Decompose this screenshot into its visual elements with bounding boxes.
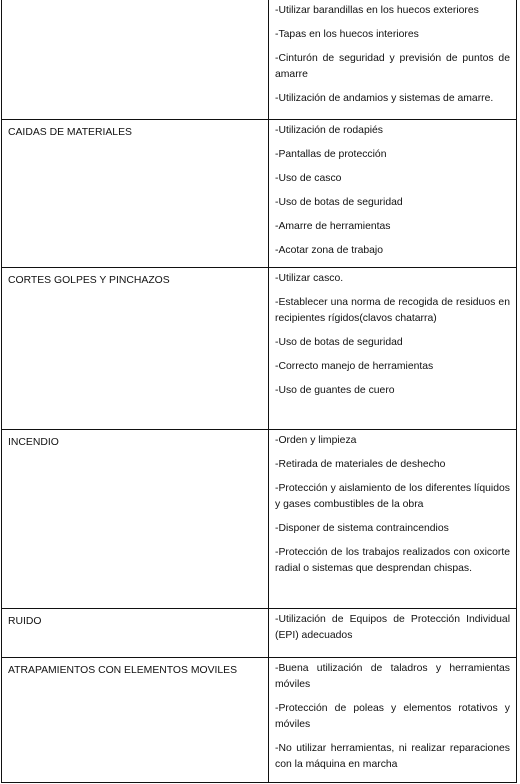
measure-item: -Disponer de sistema contraincendios bbox=[275, 522, 449, 534]
table-row bbox=[2, 267, 517, 429]
measures-cell bbox=[269, 119, 517, 267]
hazard-cell: CAIDAS DE MATERIALES bbox=[2, 119, 269, 267]
measures-cell bbox=[269, 657, 517, 782]
measure-item: -Utilizar casco. bbox=[275, 272, 344, 284]
measures-cell bbox=[269, 429, 517, 608]
risk-measures-table bbox=[1, 0, 517, 783]
measure-item: -Protección de los trabajos realizados con oxicorte radial o sistemas que desprendan chispas. bbox=[275, 546, 510, 574]
measure-item: -Uso de guantes de cuero bbox=[275, 384, 395, 396]
table-row bbox=[2, 0, 517, 119]
hazard-cell: CORTES GOLPES Y PINCHAZOS bbox=[2, 267, 269, 429]
table-row bbox=[2, 429, 517, 608]
measure-item: -Protección y aislamiento de los diferentes líquidos y gases combustibles de la obra bbox=[275, 482, 510, 510]
measures-cell bbox=[269, 267, 517, 429]
measure-item: -Utilización de andamios y sistemas de amarre. bbox=[275, 93, 494, 104]
measure-item: -Correcto manejo de herramientas bbox=[275, 360, 434, 372]
measure-item: -Retirada de materiales de deshecho bbox=[275, 458, 446, 470]
measure-item: -Uso de casco bbox=[275, 172, 342, 184]
measure-item: -Utilizar barandillas en los huecos exteriores bbox=[275, 5, 479, 16]
measure-item: -Acotar zona de trabajo bbox=[275, 244, 384, 256]
measure-item: -Utilización de rodapiés bbox=[275, 124, 384, 136]
measure-item: -Amarre de herramientas bbox=[275, 220, 391, 232]
measure-item: -Cinturón de seguridad y previsión de puntos de amarre bbox=[275, 53, 510, 80]
hazard-cell bbox=[2, 0, 269, 119]
measure-item: -Uso de botas de seguridad bbox=[275, 336, 403, 348]
table-row bbox=[2, 119, 517, 267]
measures-cell bbox=[269, 608, 517, 657]
measure-item: -Tapas en los huecos interiores bbox=[275, 29, 419, 40]
measure-item: -Establecer una norma de recogida de residuos en recipientes rígidos(clavos chatarra) bbox=[275, 296, 510, 324]
measure-item: -Protección de poleas y elementos rotativos y móviles bbox=[275, 702, 510, 730]
measure-item: -Utilización de Equipos de Protección Individual (EPI) adecuados bbox=[275, 613, 510, 641]
table-row bbox=[2, 657, 517, 782]
table-row bbox=[2, 608, 517, 657]
measure-item: -Buena utilización de taladros y herramientas móviles bbox=[275, 662, 510, 690]
measure-item: -No utilizar herramientas, ni realizar reparaciones con la máquina en marcha bbox=[275, 742, 510, 770]
hazard-cell: INCENDIO bbox=[2, 429, 269, 608]
measures-cell bbox=[269, 0, 517, 119]
measure-item: -Pantallas de protección bbox=[275, 148, 387, 160]
measure-item: -Orden y limpieza bbox=[275, 434, 357, 446]
hazard-cell: RUIDO bbox=[2, 608, 269, 657]
hazard-cell: ATRAPAMIENTOS CON ELEMENTOS MOVILES bbox=[2, 657, 269, 782]
measure-item: -Uso de botas de seguridad bbox=[275, 196, 403, 208]
